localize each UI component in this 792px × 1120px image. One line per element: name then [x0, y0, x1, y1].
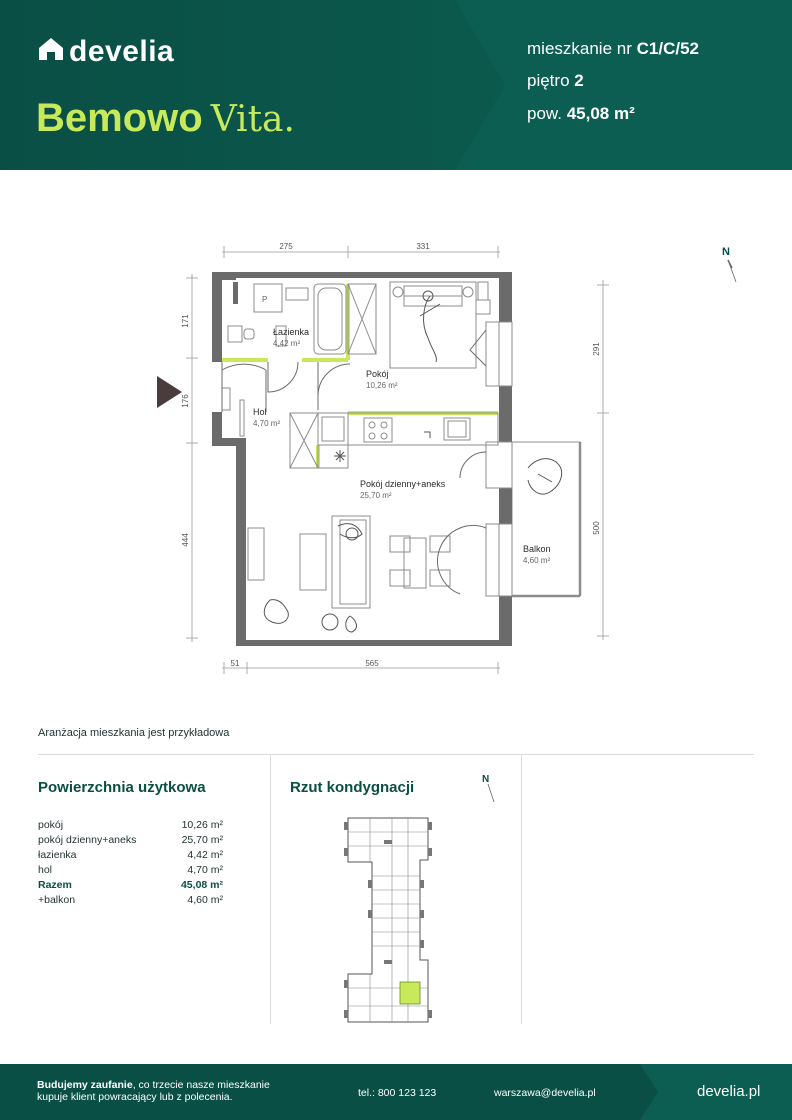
parking-mark: P [262, 295, 268, 304]
room-name-living: Pokój dzienny+aneks [360, 479, 446, 489]
svg-text:N: N [482, 774, 490, 785]
apartment-highlight [400, 982, 420, 1004]
dimension-lines [186, 246, 609, 674]
room-name-balcony: Balkon [523, 544, 551, 554]
room-name-bathroom: Łazienka [273, 327, 310, 337]
project-name [36, 94, 295, 144]
furniture-sketches [264, 291, 561, 632]
room-area-bathroom: 4,42 m² [273, 339, 301, 348]
footer-website[interactable]: develia.pl [697, 1083, 761, 1100]
floor-overview-map [340, 812, 440, 1032]
column-divider-1 [270, 754, 271, 1024]
room-area-bedroom: 10,26 m² [366, 381, 398, 390]
area-row-total: Razem 45,08 m² [38, 879, 223, 891]
area-row-lazienka: łazienka 4,42 m² [38, 849, 223, 861]
divider [38, 754, 754, 755]
room-area-living: 25,70 m² [360, 491, 392, 500]
dim-bottom-left: 51 [230, 659, 240, 668]
dim-right-1: 291 [592, 342, 601, 356]
doors [222, 330, 486, 594]
dim-bottom-main: 565 [365, 659, 379, 668]
footer-slogan: Budujemy zaufanie, co trzecie nasze mieszkanie kupuje klient powracający lub z polecenia. [37, 1079, 270, 1103]
room-name-bedroom: Pokój [366, 369, 389, 379]
north-arrow-icon [722, 246, 736, 282]
header [0, 0, 792, 170]
area-section-title: Powierzchnia użytkowa [38, 779, 206, 796]
balcony [512, 442, 580, 596]
apartment-area: pow. 45,08 m² [527, 104, 635, 123]
footer [0, 1064, 792, 1120]
north-arrow-small-icon [478, 770, 508, 804]
area-row-pokoj-dzienny: pokój dzienny+aneks 25,70 m² [38, 834, 223, 846]
project-name-part1: Bemowo [36, 96, 203, 140]
brand-wordmark: develia [69, 34, 175, 68]
dim-left-3: 444 [181, 533, 190, 547]
footer-email[interactable]: warszawa@develia.pl [494, 1087, 596, 1099]
arrangement-note: Aranżacja mieszkania jest przykładowa [38, 727, 230, 739]
dim-right-2: 500 [592, 521, 601, 535]
area-table [38, 818, 223, 908]
room-area-balcony: 4,60 m² [523, 556, 551, 565]
windows [486, 322, 512, 596]
dim-top-right: 331 [416, 242, 430, 251]
area-row-balkon: +balkon 4,60 m² [38, 894, 223, 906]
walls [212, 272, 512, 646]
footer-phone[interactable]: tel.: 800 123 123 [358, 1087, 437, 1099]
column-divider-2 [521, 754, 522, 1024]
area-row-pokoj: pokój 10,26 m² [38, 819, 223, 831]
svg-text:N: N [722, 246, 730, 258]
room-area-hall: 4,70 m² [253, 419, 281, 428]
header-decoration [0, 0, 792, 170]
apartment-floor: piętro 2 [527, 71, 584, 90]
entrance-arrow-icon [157, 376, 182, 408]
interior-lines [222, 282, 498, 608]
floor-section-title: Rzut kondygnacji [290, 779, 415, 796]
floor-plan [0, 180, 792, 700]
develia-logo[interactable] [37, 36, 174, 67]
room-name-hall: Hol [253, 407, 267, 417]
dim-top-left: 275 [279, 242, 293, 251]
house-icon [37, 36, 65, 67]
area-row-hol: hol 4,70 m² [38, 864, 223, 876]
apartment-number: mieszkanie nr C1/C/52 [527, 39, 699, 58]
dim-left-1: 171 [181, 314, 190, 328]
project-name-part2: Vita. [210, 99, 295, 140]
dim-left-2: 176 [181, 394, 190, 408]
